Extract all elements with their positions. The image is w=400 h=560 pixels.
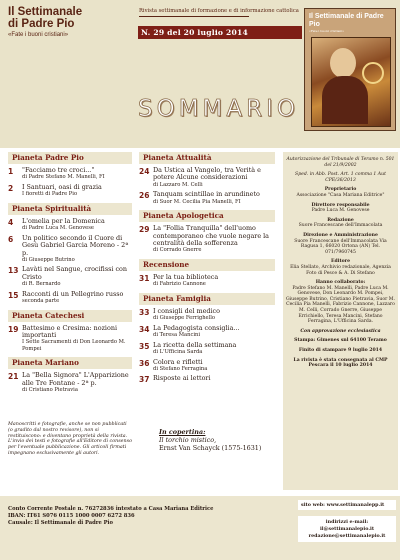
page-number: 35 <box>139 341 150 351</box>
toc-entry[interactable] <box>8 325 132 353</box>
logo-line1: Il Settimanale <box>8 6 83 18</box>
issue-number-bar: N. 29 del 20 luglio 2014 <box>138 26 302 39</box>
toc-section <box>8 203 132 305</box>
entry-title: La ricetta della settimana <box>153 340 237 349</box>
logo-line2: di Padre Pio <box>8 18 75 30</box>
entry-text <box>153 225 275 254</box>
page-number: 34 <box>139 324 150 334</box>
cover-note-text2: Ernst Van Schayck (1575-1631) <box>159 444 262 452</box>
entry-text <box>153 308 275 322</box>
entry-author: di Lazzaro M. Celli <box>153 181 203 188</box>
section-heading: Pianeta Mariano <box>8 357 132 369</box>
delivery-note: La rivista è stata consegnata al CMP Pescara il 10 luglio 2014 <box>293 357 388 369</box>
page-number: 13 <box>8 266 19 276</box>
printer: Stampa: Gimenes snl 64100 Teramo <box>294 338 387 344</box>
entry-text <box>153 325 275 339</box>
entry-text <box>22 325 132 353</box>
entry-title: La Pedagogista consiglia... <box>153 323 240 332</box>
toc-entry[interactable] <box>8 167 132 181</box>
page-number: 1 <box>8 167 14 176</box>
toc-entry[interactable] <box>139 342 275 356</box>
entry-author: di Padre Stefano M. Manelli, FI <box>22 174 105 181</box>
page-number: 15 <box>8 290 19 300</box>
entry-author: di Cristiano Pietravia <box>22 387 78 394</box>
entry-title: Risposte ai lettori <box>153 374 211 383</box>
entry-title: Un politico secondo il Cuore di Gesù Gabriel Garcia Moreno - 2ª p. <box>22 233 129 257</box>
page-number: 29 <box>139 225 150 235</box>
entry-title: I consigli del medico <box>153 306 220 315</box>
cover-painting <box>311 37 391 127</box>
toc-section <box>8 152 132 198</box>
entry-author: seconda parte <box>22 298 60 305</box>
entry-author: di R. Bernardo <box>22 281 61 288</box>
entry-author: di Corrado Gnerre <box>153 247 202 254</box>
divider <box>139 16 249 17</box>
toc-entry[interactable] <box>8 184 132 198</box>
website-link[interactable]: www.settimanalepp.it <box>326 502 385 508</box>
entry-text <box>153 167 275 188</box>
toc-entry[interactable] <box>139 359 275 373</box>
entry-title: Per la tua biblioteca <box>153 272 219 281</box>
entry-title: La "Bella Signora" L'Apparizione alle Tre Fontane - 2ª p. <box>22 371 129 387</box>
iban: IBAN: IT61 S076 0115 1000 0007 6272 836 <box>8 513 135 520</box>
page-number: 2 <box>8 183 14 193</box>
manuscript-notice: Manoscritti e fotografie, anche se non pubblicati (o gradito dal nostro revisore), non si restituiscono: e diventano proprietà della rivista. L'invio dei testi e fotografie all'Editore di consenso per l'eventuale pubblicazione. Gli articoli firmati impegnano esclusivamente gli autori. <box>8 422 132 456</box>
email-link[interactable]: redazione@settimanalepio.it <box>308 532 386 539</box>
section-heading: Pianeta Apologetica <box>139 210 275 222</box>
header-band <box>0 0 400 148</box>
entry-author: di Giuseppe Ferrighello <box>153 315 216 322</box>
publisher-heading: Editore <box>331 259 350 265</box>
page-number: 31 <box>139 273 150 283</box>
toc-section <box>139 210 275 254</box>
page-number: 26 <box>139 191 150 201</box>
payment-info <box>8 506 278 528</box>
entry-text <box>22 184 132 198</box>
section-heading: Pianeta Spiritualità <box>8 203 132 215</box>
toc-entry[interactable] <box>8 372 132 393</box>
entry-text <box>153 375 275 384</box>
toc-entry[interactable] <box>139 274 275 288</box>
page-number: 21 <box>8 372 19 382</box>
entry-author: di Giuseppe Butrino <box>22 256 75 263</box>
email-link[interactable]: il@settimanalepio.it <box>319 526 375 533</box>
entry-text <box>22 291 132 305</box>
owner-heading: Proprietario <box>324 187 357 193</box>
director: Padre Luca M. Genovese <box>311 208 370 214</box>
entry-text <box>153 274 275 288</box>
website-label: sito web: <box>301 502 325 508</box>
entry-title: Tanquam scintillae in arundineto <box>153 190 260 199</box>
colophon-sidebar <box>283 152 398 490</box>
authorization: Autorizzazione del Tribunale di Teramo n. 501 del 21/9/2002 <box>286 157 395 168</box>
entry-title: Da Ustica al Vangelo, tra Verità e potere Alcune considerazioni <box>153 166 261 182</box>
section-heading: Pianeta Catechesi <box>8 310 132 322</box>
website-box <box>298 500 396 510</box>
toc-entry[interactable] <box>139 225 275 254</box>
ecclesiastical-approval: Con approvazione ecclesiastica <box>300 328 381 334</box>
entry-title: Battesimo e Cresima: nozioni importanti <box>22 323 117 340</box>
entry-text <box>153 359 275 373</box>
entry-text <box>22 218 132 232</box>
email-heading: indirizzi e-mail: <box>325 519 369 526</box>
toc-section <box>139 152 275 205</box>
toc-section <box>139 259 275 288</box>
print-date: Finito di stampare 9 luglio 2014 <box>298 348 383 354</box>
causale: Causale: Il Settimanale di Padre Pio <box>8 520 113 527</box>
toc-middle-column <box>139 152 275 389</box>
entry-title: Lavàti nel Sangue, crocifissi con Cristo <box>22 265 127 281</box>
toc-left-column <box>8 152 132 399</box>
section-heading: Pianeta Attualità <box>139 152 275 164</box>
editorial: Suore Francescane dell'Immacolata <box>298 223 383 229</box>
entry-author: di Teresa Mancini <box>153 332 201 339</box>
page-number: 37 <box>139 375 150 385</box>
section-heading: Pianeta Famiglia <box>139 293 275 305</box>
page-number: 24 <box>139 167 150 176</box>
admin: Suore Francescane dell'Immacolata Via Ragusa 1, 66020 Ortona (AN) Tel. 071/7960745 <box>294 238 387 255</box>
contributors-heading: Hanno collaborato: <box>315 280 366 286</box>
toc-section <box>139 293 275 385</box>
cover-note <box>139 428 275 452</box>
toc-entry[interactable] <box>139 167 275 188</box>
cover-note-text1: Il torchio mistico, <box>159 436 217 444</box>
entry-text <box>22 372 132 393</box>
director-heading: Direttore responsabile <box>311 202 370 208</box>
entry-author: di Padre Luca M. Genovese <box>22 225 94 232</box>
owner: Associazione "Casa Mariana Editrice" <box>296 192 385 198</box>
page-number: 33 <box>139 307 150 317</box>
entry-title: La "Follia Tranquilla" dell'uomo contemporaneo che vuole negare la centralità della sofferenza <box>153 224 269 248</box>
entry-text <box>153 342 275 356</box>
page-number: 4 <box>8 217 14 227</box>
entry-author: I Sette Sacramenti di Don Leonardo M. Pompei <box>22 339 126 352</box>
page-number: 6 <box>8 234 14 244</box>
toc-section <box>8 357 132 393</box>
entry-author: di L'Ufficina Sarda <box>153 349 203 356</box>
footer-band <box>0 496 400 560</box>
entry-text <box>22 266 132 287</box>
contributors: Padre Stefano M. Manelli, Padre Luca M. Genovese, Don Leonardo M. Pompei, Giuseppe Butrino, Cristiano Pietravia, Suor M. Cecilia Pia Manelli, Fabrizio Cannone, Lazzaro M. Celli, Corrado Gnerre, Giuseppe Errichiello, Teresa Mancini, Stefano Ferragina, L'Ufficina Sarda. <box>286 285 395 325</box>
email-box <box>298 516 396 542</box>
magazine-logo <box>8 6 128 38</box>
sommario-title: SOMMARIO <box>138 96 299 122</box>
page-number: 19 <box>8 324 19 334</box>
toc-entry[interactable] <box>8 291 132 305</box>
cover-note-label: In copertina: <box>159 428 206 436</box>
rivista-text: Rivista settimanale di formazione e di informazione cattolica <box>139 8 299 14</box>
entry-author: di Suor M. Cecilia Pia Manelli, FI <box>153 198 241 205</box>
editorial-heading: Redazione <box>327 217 354 223</box>
cover-thumbnail <box>304 8 396 131</box>
toc-entry[interactable] <box>139 191 275 205</box>
postal-account: Conto Corrente Postale n. 76272836 intestato a Casa Mariana Editrice <box>8 506 214 512</box>
entry-text <box>22 235 132 264</box>
entry-text <box>22 167 132 181</box>
admin-heading: Direzione e Amministrazione <box>303 232 378 238</box>
entry-title: Racconti di un Pellegrino russo <box>22 289 124 298</box>
toc-entry[interactable] <box>8 266 132 287</box>
entry-author: di Stefano Ferragina <box>153 365 208 372</box>
toc-entry[interactable] <box>139 325 275 339</box>
toc-entry[interactable] <box>8 218 132 232</box>
section-heading: Pianeta Padre Pio <box>8 152 132 164</box>
section-heading: Recensione <box>139 259 275 271</box>
entry-title: "Facciamo tre croci..." <box>22 166 95 174</box>
entry-author: I fioretti di Padre Pio <box>22 191 78 198</box>
entry-title: I Santuari, oasi di grazia <box>22 182 102 191</box>
page-number: 36 <box>139 358 150 368</box>
entry-author: di Fabrizio Cannone <box>153 281 206 288</box>
cover-title: Il Settimanale di Padre Pio <box>309 13 384 28</box>
publisher: Elia Stellato, Archivio redazionale, Agenzia Foto di Pesce & A. Di Stefano <box>290 264 391 276</box>
postal-shipping: Sped. in Abb. Post. Art. 1 comma 1 Aut CPE/36/2013 <box>295 172 386 183</box>
toc-entry[interactable] <box>8 235 132 264</box>
rivista-subtitle <box>139 8 301 17</box>
entry-title: Colora e rifletti <box>153 357 203 366</box>
logo-tagline: «Fate i buoni cristiani» <box>8 32 69 38</box>
toc-entry[interactable] <box>139 308 275 322</box>
cover-subtitle: «Fate i buoni cristiani» <box>309 29 345 33</box>
toc-entry[interactable] <box>139 375 275 384</box>
entry-text <box>153 191 275 205</box>
entry-title: L'omelia per la Domenica <box>22 216 105 225</box>
toc-section <box>8 310 132 353</box>
contact-info <box>298 500 396 542</box>
